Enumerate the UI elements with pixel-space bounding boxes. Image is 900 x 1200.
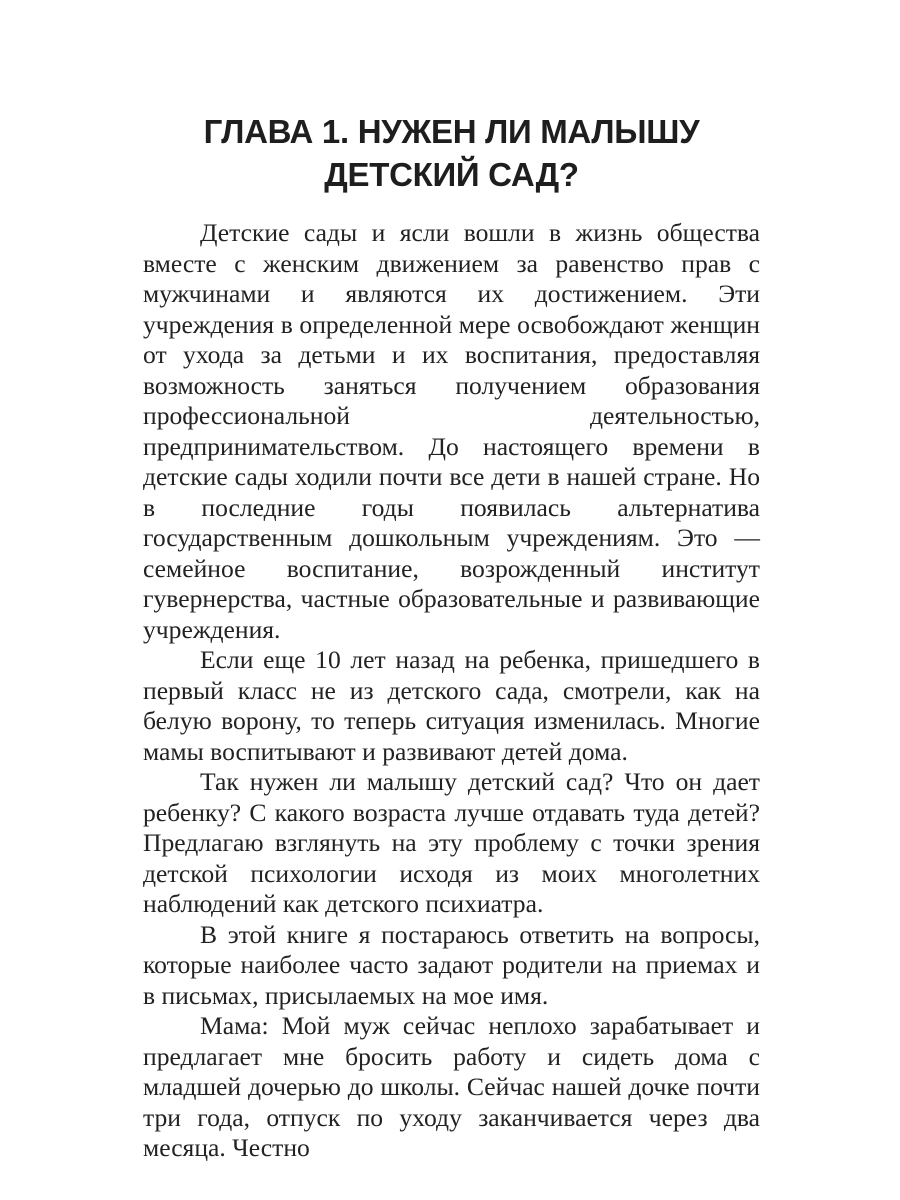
paragraph-5: Мама: Мой муж сейчас неплохо зарабатывает и предлагает мне бросить работу и сидеть дома с младшей дочерью до школы. Сейчас нашей дочке почти три года, отпуск по уходу заканчивается через два месяца. Честно: [143, 1011, 760, 1162]
paragraph-2: Если еще 10 лет назад на ребенка, пришедшего в первый класс не из детского сада, смотрели, как на белую ворону, то теперь ситуация изменилась. Многие мамы воспитывают и развивают детей дома.: [143, 645, 760, 766]
chapter-title-line-1: ГЛАВА 1. НУЖЕН ЛИ МАЛЫШУ: [203, 113, 700, 150]
chapter-body: [143, 218, 760, 1164]
paragraph-4: В этой книге я постараюсь ответить на вопросы, которые наиболее часто задают родители на приемах и в письмах, присылаемых на мое имя.: [143, 919, 760, 1010]
paragraph-3: Так нужен ли малышу детский сад? Что он дает ребенку? С какого возраста лучше отдавать туда детей? Предлагаю взглянуть на эту проблему с точки зрения детской психологии исходя из моих многолетних наблюдений как детского психиатра.: [143, 767, 760, 918]
chapter-title: [143, 110, 760, 196]
paragraph-1: Детские сады и ясли вошли в жизнь общества вместе с женским движением за равенство прав с мужчинами и являются их достижением. Эти учреждения в определенной мере освобождают женщин от ухода за детьми и их воспитания, предоставляя возможность заняться получением образования профессиональной деятельностью, предпринимательством. До настоящего времени в детские сады ходили почти все дети в нашей стране. Но в последние годы появилась альтернатива государственным дошкольным учреждениям. Это — семейное воспитание, возрожденный институт гувернерства, частные образовательные и развивающие учреждения.: [143, 218, 760, 644]
chapter-title-line-2: ДЕТСКИЙ САД?: [324, 156, 579, 193]
